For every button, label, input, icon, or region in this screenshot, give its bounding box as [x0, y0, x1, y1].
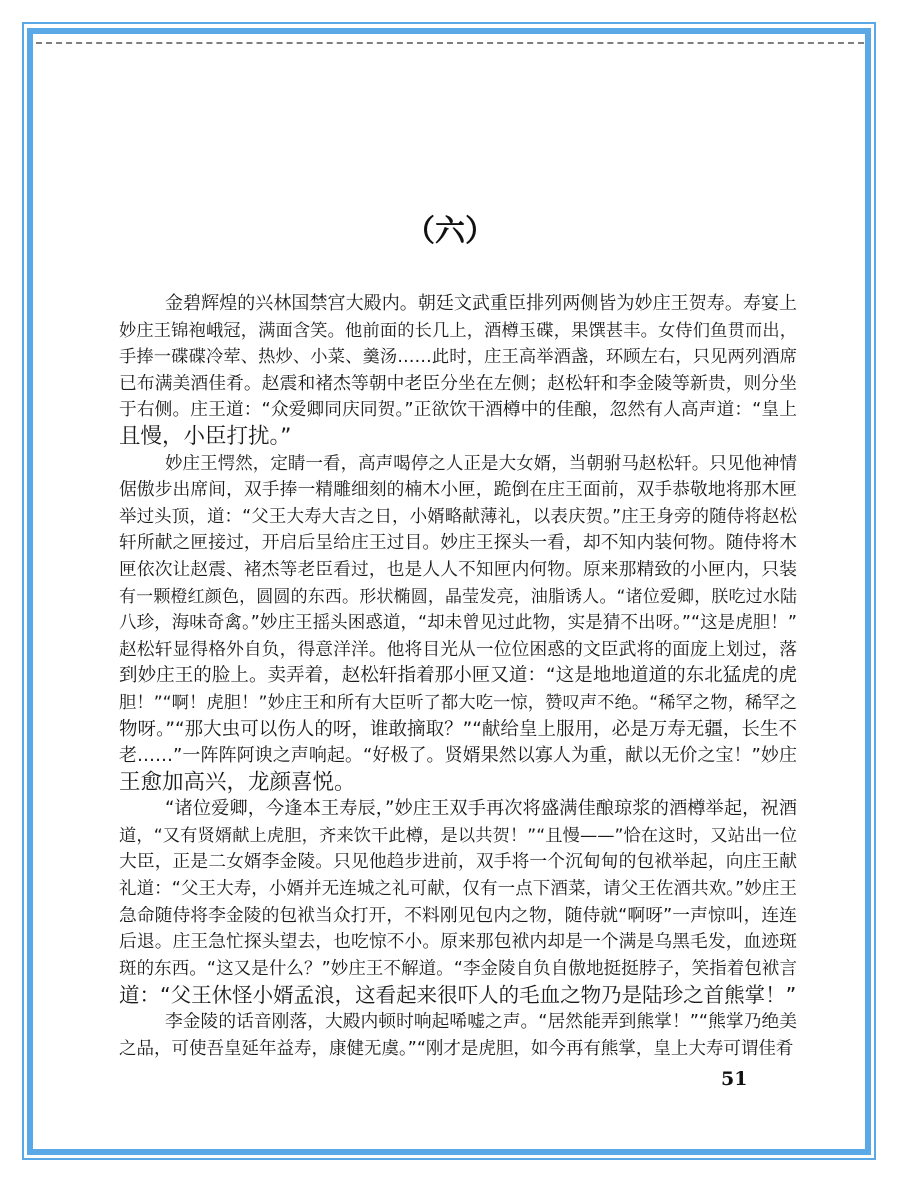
text-line: 妙庄王愕然，定睛一看，高声喝停之人正是大女婿，当朝驸马赵松轩。只见他神情 — [165, 453, 797, 474]
chapter-body — [119, 291, 797, 1062]
text-line: 大臣，正是二女婿李金陵。只见他趋步进前，双手将一个沉甸甸的包袱举起，向庄王献 — [119, 852, 797, 873]
text-line: 斑的东西。“这又是什么？”妙庄王不解道。“李金陵自负自傲地挺挺脖子，笑指着包袱言 — [119, 958, 797, 979]
text-line: 匣依次让赵震、褚杰等老臣看过，也是人人不知匣内何物。原来那精致的小匣内，只装 — [119, 559, 797, 580]
text-line: 到妙庄王的脸上。卖弄着，赵松轩指着那小匣又道：“这是地地道道的东北猛虎的虎 — [119, 665, 797, 687]
text-line: 道，“又有贤婿献上虎胆，齐来饮干此樽，是以共贺！”“且慢——”恰在这时，又站出一位 — [119, 825, 797, 846]
header-rule — [36, 42, 864, 44]
text-line: 赵松轩显得格外自负，得意洋洋。他将目光从一位位困惑的文臣武将的面庞上划过，落 — [119, 639, 797, 660]
paragraph — [119, 1009, 797, 1062]
text-line: 后退。庄王急忙探头望去，也吃惊不小。原来那包袱内却是一个满是乌黑毛发，血迹斑 — [119, 932, 797, 953]
text-line: 王愈加高兴，龙颜喜悦。 — [119, 769, 356, 795]
text-line: 金碧辉煌的兴林国禁宫大殿内。朝廷文武重臣排列两侧皆为妙庄王贺寿。寿宴上 — [165, 293, 797, 314]
chapter-heading: （六） — [405, 214, 495, 249]
paragraph — [119, 796, 797, 1009]
text-line: 老……”一阵阵阿谀之声响起。“好极了。贤婿果然以寡人为重，献以无价之宝！”妙庄 — [119, 745, 797, 767]
paragraph — [119, 451, 797, 797]
text-line: 已布满美酒佳肴。赵震和褚杰等朝中老臣分坐在左侧；赵松轩和李金陵等新贵，则分坐 — [119, 373, 797, 394]
text-line: “诸位爱卿，今逢本王寿辰，”妙庄王双手再次将盛满佳酿琼浆的酒樽举起，祝酒 — [165, 798, 797, 820]
page-number: 51 — [721, 1068, 748, 1090]
text-line: 手捧一碟碟冷荤、热炒、小菜、羹汤……此时，庄王高举酒盏，环顾左右，只见两列酒席 — [119, 347, 797, 368]
text-line: 李金陵的话音刚落，大殿内顿时响起唏嘘之声。“居然能弄到熊掌！”“熊掌乃绝美 — [165, 1012, 797, 1033]
text-line: 举过头顶，道：“父王大寿大吉之日，小婿略献薄礼，以表庆贺。”庄王身旁的随侍将赵松 — [119, 506, 797, 527]
text-line: 道：“父王休怪小婿孟浪，这看起来很吓人的毛血之物乃是陆珍之首熊掌！” — [119, 983, 797, 1008]
text-line: 急命随侍将李金陵的包袱当众打开，不料刚见包内之物，随侍就“啊呀”一声惊叫，连连 — [119, 905, 797, 926]
text-line: 妙庄王锦袍峨冠，满面含笑。他前面的长几上，酒樽玉碟，果馔甚丰。女侍们鱼贯而出， — [119, 320, 797, 341]
text-line: 八珍，海味奇禽。”妙庄王摇头困惑道，“却未曾见过此物，实是猜不出呀。”“这是虎胆！” — [119, 613, 797, 634]
text-line: 且慢，小臣打扰。” — [119, 423, 292, 449]
text-line: 倨傲步出席间，双手捧一精雕细刻的楠木小匣，跪倒在庄王面前，双手恭敬地将那木匣 — [119, 480, 797, 501]
text-line: 有一颗橙红颜色，圆圆的东西。形状椭圆，晶莹发亮，油脂诱人。“诸位爱卿，朕吃过水陆 — [119, 586, 797, 607]
text-line: 轩所献之匣接过，开启后呈给庄王过目。妙庄王探头一看，却不知内装何物。随侍将木 — [119, 533, 797, 554]
text-line: 于右侧。庄王道：“众爱卿同庆同贺。”正欲饮干酒樽中的佳酿，忽然有人高声道：“皇上 — [119, 400, 797, 421]
text-line: 胆！”“啊！虎胆！”妙庄王和所有大臣听了都大吃一惊，赞叹声不绝。“稀罕之物，稀罕之 — [119, 692, 797, 713]
text-line: 物呀。”“那大虫可以伤人的呀，谁敢摘取？”“献给皇上服用，必是万寿无疆，长生不 — [119, 718, 797, 740]
text-line: 之品，可使吾皇延年益寿，康健无虞。”“刚才是虎胆，如今再有熊掌，皇上大寿可谓佳肴 — [119, 1038, 794, 1059]
paragraph — [119, 291, 797, 451]
text-line: 礼道：“父王大寿，小婿并无连城之礼可献，仅有一点下酒菜，请父王佐酒共欢。”妙庄王 — [119, 879, 797, 900]
